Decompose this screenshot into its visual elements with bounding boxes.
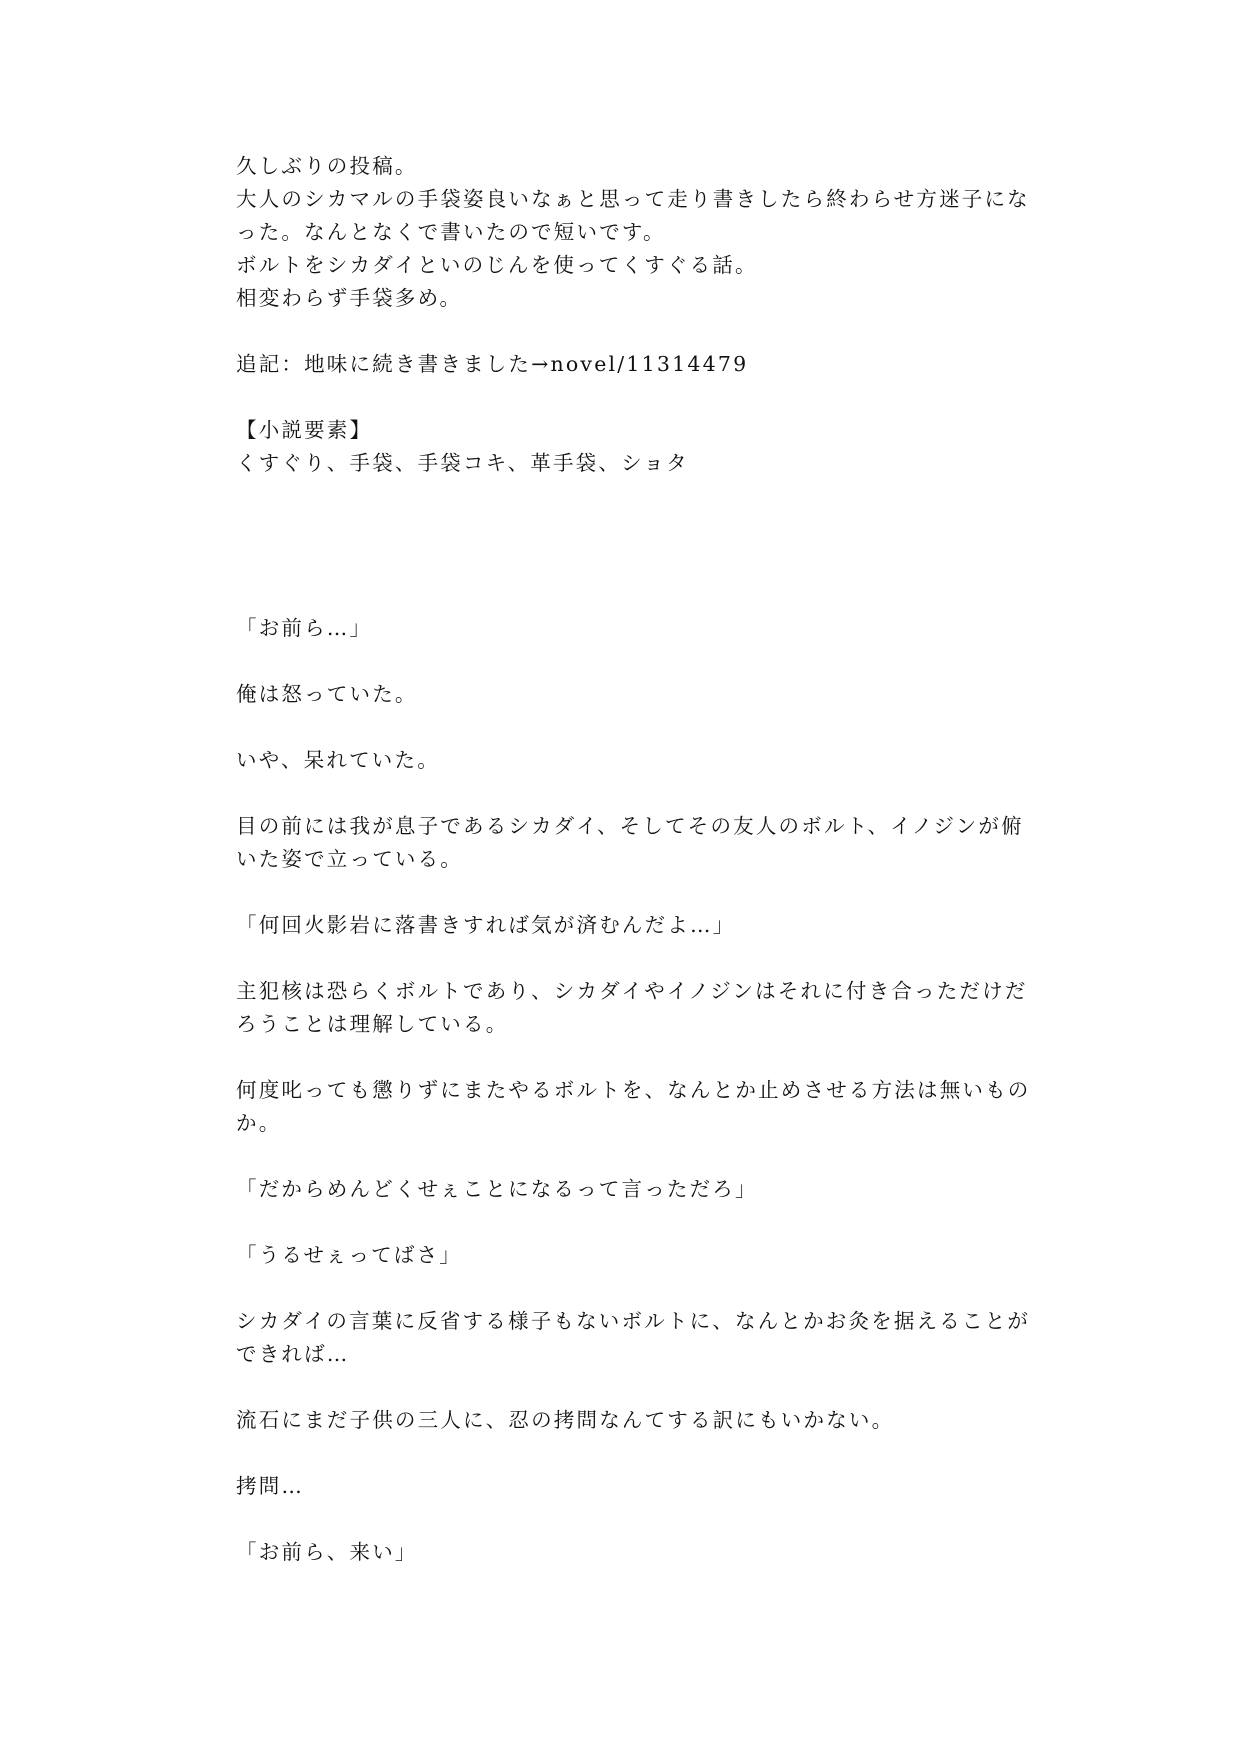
story-paragraph: ろうことは理解している。 bbox=[236, 1012, 509, 1036]
spacer bbox=[236, 1503, 1016, 1536]
section-spacer bbox=[236, 480, 1016, 612]
spacer bbox=[236, 381, 1016, 414]
intro-line: 大人のシカマルの手袋姿良いなぁと思って走り書きしたら終わらせ方迷子にな bbox=[236, 187, 1030, 211]
story-paragraph: 何度叱っても懲りずにまたやるボルトを、なんとか止めさせる方法は無いもの bbox=[236, 1078, 1031, 1102]
story-paragraph: シカダイの言葉に反省する様子もないボルトに、なんとかお灸を据えることが bbox=[236, 1309, 1031, 1333]
story-paragraph: 「だからめんどくせぇことになるって言っただろ」 bbox=[236, 1177, 758, 1201]
spacer bbox=[236, 876, 1016, 909]
story-paragraph: 「お前ら…」 bbox=[236, 616, 373, 640]
intro-line: 久しぶりの投稿。 bbox=[236, 154, 418, 178]
story-section bbox=[236, 612, 1031, 1569]
elements-heading: 【小説要素】 bbox=[236, 418, 373, 442]
spacer bbox=[236, 315, 1016, 348]
spacer bbox=[236, 645, 1016, 678]
story-paragraph: 「うるせぇってばさ」 bbox=[236, 1243, 462, 1267]
spacer bbox=[236, 1041, 1016, 1074]
story-paragraph: 「お前ら、来い」 bbox=[236, 1540, 418, 1564]
intro-section bbox=[236, 150, 1030, 480]
spacer bbox=[236, 777, 1016, 810]
document-body bbox=[236, 150, 1031, 1569]
spacer bbox=[236, 1437, 1016, 1470]
story-paragraph: いた姿で立っている。 bbox=[236, 847, 463, 871]
intro-line: った。なんとなくで書いたので短いです。 bbox=[236, 220, 666, 244]
intro-line: ボルトをシカダイといのじんを使ってくすぐる話。 bbox=[236, 253, 758, 277]
story-paragraph: 目の前には我が息子であるシカダイ、そしてその友人のボルト、イノジンが俯 bbox=[236, 814, 1024, 838]
story-paragraph: 流石にまだ子供の三人に、忍の拷問なんてする訳にもいかない。 bbox=[236, 1408, 895, 1432]
story-paragraph: いや、呆れていた。 bbox=[236, 748, 440, 772]
story-paragraph: 主犯核は恐らくボルトであり、シカダイやイノジンはそれに付き合っただけだ bbox=[236, 979, 1028, 1003]
spacer bbox=[236, 1206, 1016, 1239]
story-paragraph: 「何回火影岩に落書きすれば気が済むんだよ…」 bbox=[236, 913, 736, 937]
spacer bbox=[236, 1371, 1016, 1404]
story-paragraph: か。 bbox=[236, 1111, 282, 1135]
elements-list: くすぐり、手袋、手袋コキ、革手袋、ショタ bbox=[236, 451, 689, 475]
spacer bbox=[236, 711, 1016, 744]
spacer bbox=[236, 942, 1016, 975]
spacer bbox=[236, 1140, 1016, 1173]
addendum-line: 追記：地味に続き書きました→novel/11314479 bbox=[236, 352, 749, 376]
intro-line: 相変わらず手袋多め。 bbox=[236, 286, 463, 310]
story-paragraph: できれば… bbox=[236, 1342, 350, 1366]
story-paragraph: 俺は怒っていた。 bbox=[236, 682, 418, 706]
story-paragraph: 拷問… bbox=[236, 1474, 305, 1498]
spacer bbox=[236, 1272, 1016, 1305]
